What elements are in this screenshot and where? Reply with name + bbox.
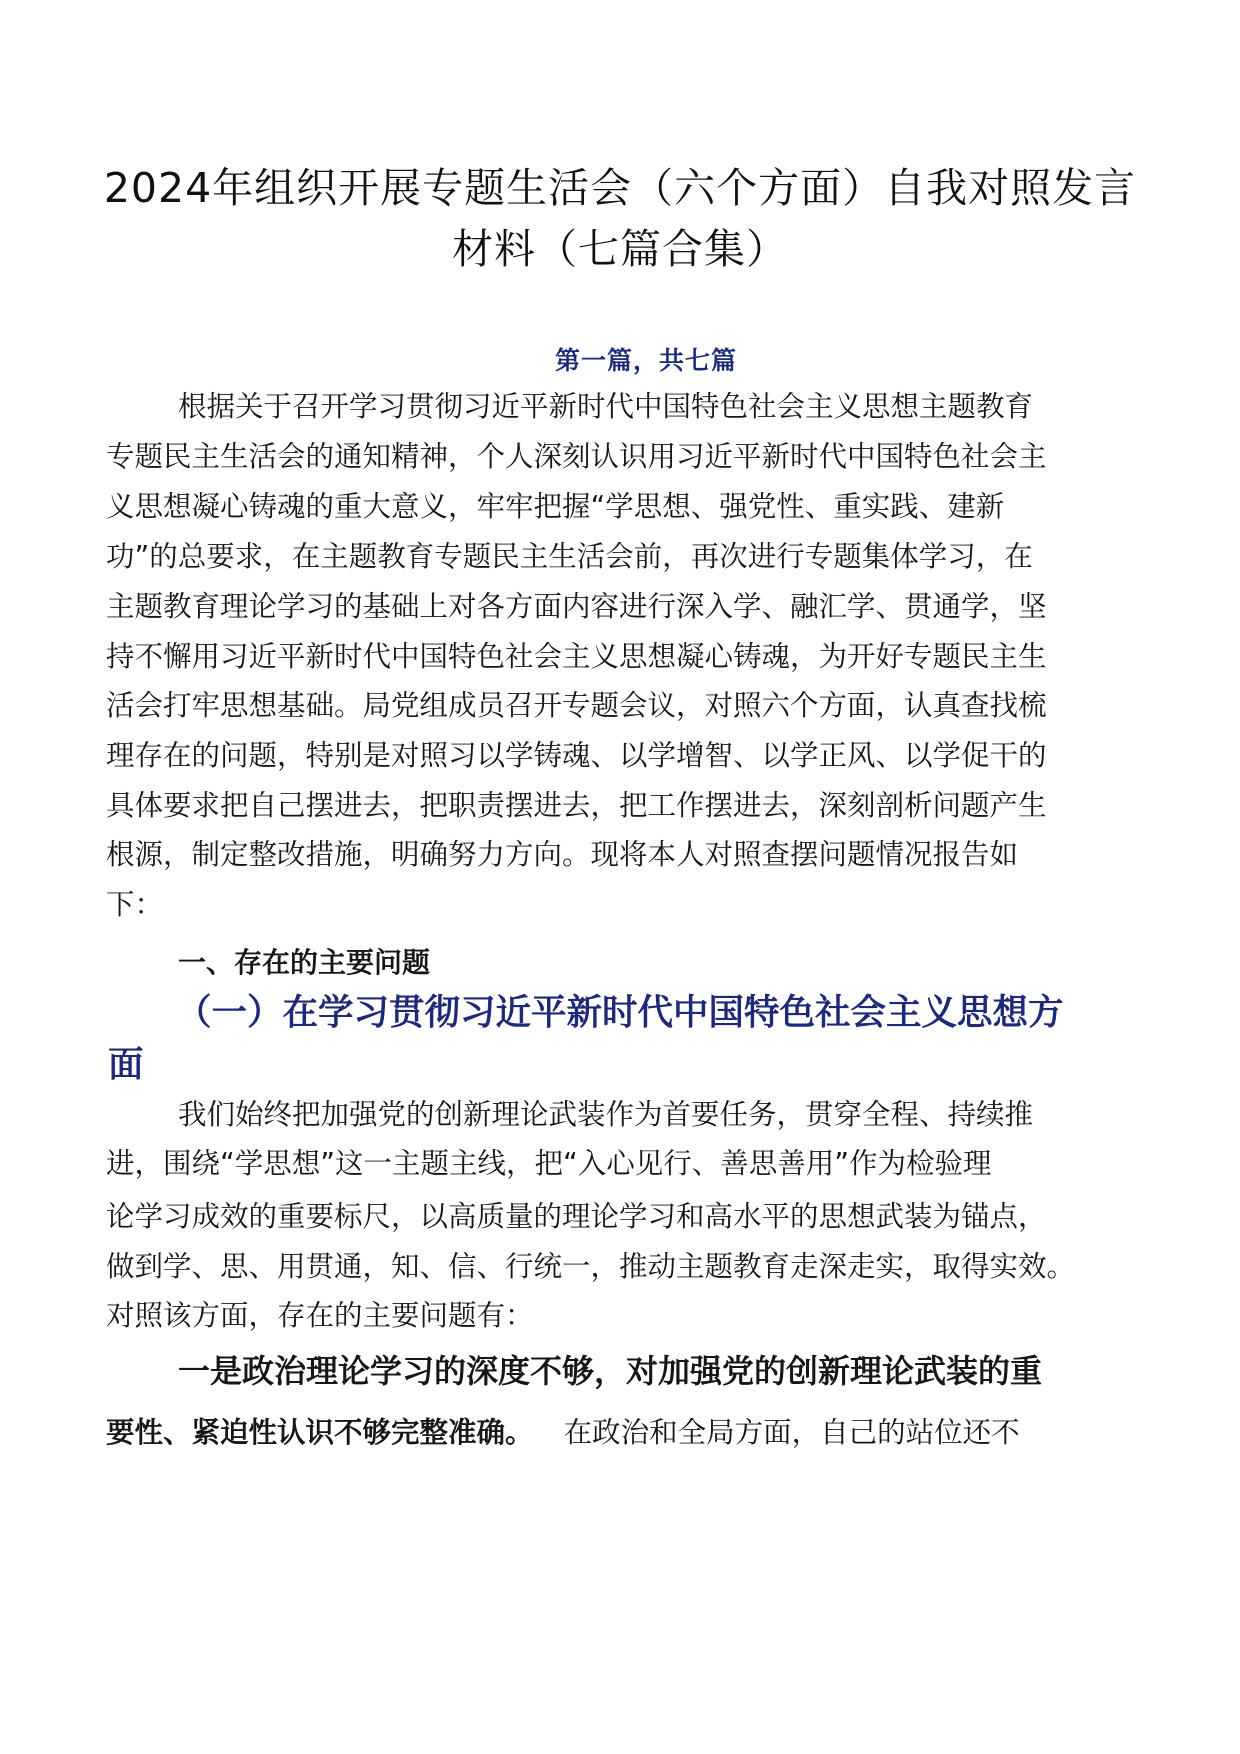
intro-line: 根源，制定整改措施，明确努力方向。现将本人对照查摆问题情况报告如 bbox=[106, 838, 1019, 871]
intro-line: 下： bbox=[106, 888, 164, 921]
document-title bbox=[100, 158, 1140, 280]
problem-heading-line-2: 要性、紧迫性认识不够完整准确。 bbox=[106, 1416, 534, 1449]
subsection-line: 做到学、思、用贯通，知、信、行统一，推动主题教育走深走实，取得实效。 bbox=[106, 1250, 1076, 1283]
intro-line: 活会打牢思想基础。局党组成员召开专题会议，对照六个方面，认真查找梳 bbox=[106, 689, 1047, 722]
subsection-heading-line-2: 面 bbox=[108, 1044, 144, 1085]
intro-line: 具体要求把自己摆进去，把职责摆进去，把工作摆进去，深刻剖析问题产生 bbox=[106, 789, 1047, 822]
problem-line-2 bbox=[106, 1413, 1020, 1453]
subsection-line: 对照该方面，存在的主要问题有： bbox=[106, 1299, 534, 1332]
subsection-line: 论学习成效的重要标尺，以高质量的理论学习和高水平的思想武装为锚点， bbox=[106, 1200, 1047, 1233]
intro-line: 持不懈用习近平新时代中国特色社会主义思想凝心铸魂，为开好专题民主生 bbox=[106, 640, 1047, 673]
intro-line: 功”的总要求，在主题教育专题民主生活会前，再次进行专题集体学习，在 bbox=[106, 540, 1033, 573]
problem-body-text: 在政治和全局方面，自己的站位还不 bbox=[563, 1416, 1020, 1449]
intro-line: 义思想凝心铸魂的重大意义，牢牢把握“学思想、强党性、重实践、建新 bbox=[106, 490, 1005, 523]
problem-heading-line-1: 一是政治理论学习的深度不够，对加强党的创新理论武装的重 bbox=[178, 1352, 1043, 1390]
section-heading: 一、存在的主要问题 bbox=[178, 946, 431, 979]
part-label: 第一篇，共七篇 bbox=[555, 346, 738, 375]
subsection-line: 我们始终把加强党的创新理论武装作为首要任务，贯穿全程、持续推 bbox=[178, 1098, 1034, 1131]
title-line-1: 2024年组织开展专题生活会（六个方面）自我对照发言 bbox=[103, 164, 1137, 212]
title-line-2: 材料（七篇合集） bbox=[452, 225, 788, 273]
intro-line: 理存在的问题，特别是对照习以学铸魂、以学增智、以学正风、以学促干的 bbox=[106, 739, 1047, 772]
subsection-heading-line-1: （一）在学习贯彻习近平新时代中国特色社会主义思想方 bbox=[176, 992, 1064, 1033]
subsection-line: 进，围绕“学思想”这一主题主线，把“入心见行、善思善用”作为检验理 bbox=[106, 1147, 992, 1180]
intro-line: 主题教育理论学习的基础上对各方面内容进行深入学、融汇学、贯通学，坚 bbox=[106, 590, 1047, 623]
intro-line: 专题民主生活会的通知精神，个人深刻认识用习近平新时代中国特色社会主 bbox=[106, 440, 1047, 473]
intro-line: 根据关于召开学习贯彻习近平新时代中国特色社会主义思想主题教育 bbox=[178, 390, 1034, 423]
